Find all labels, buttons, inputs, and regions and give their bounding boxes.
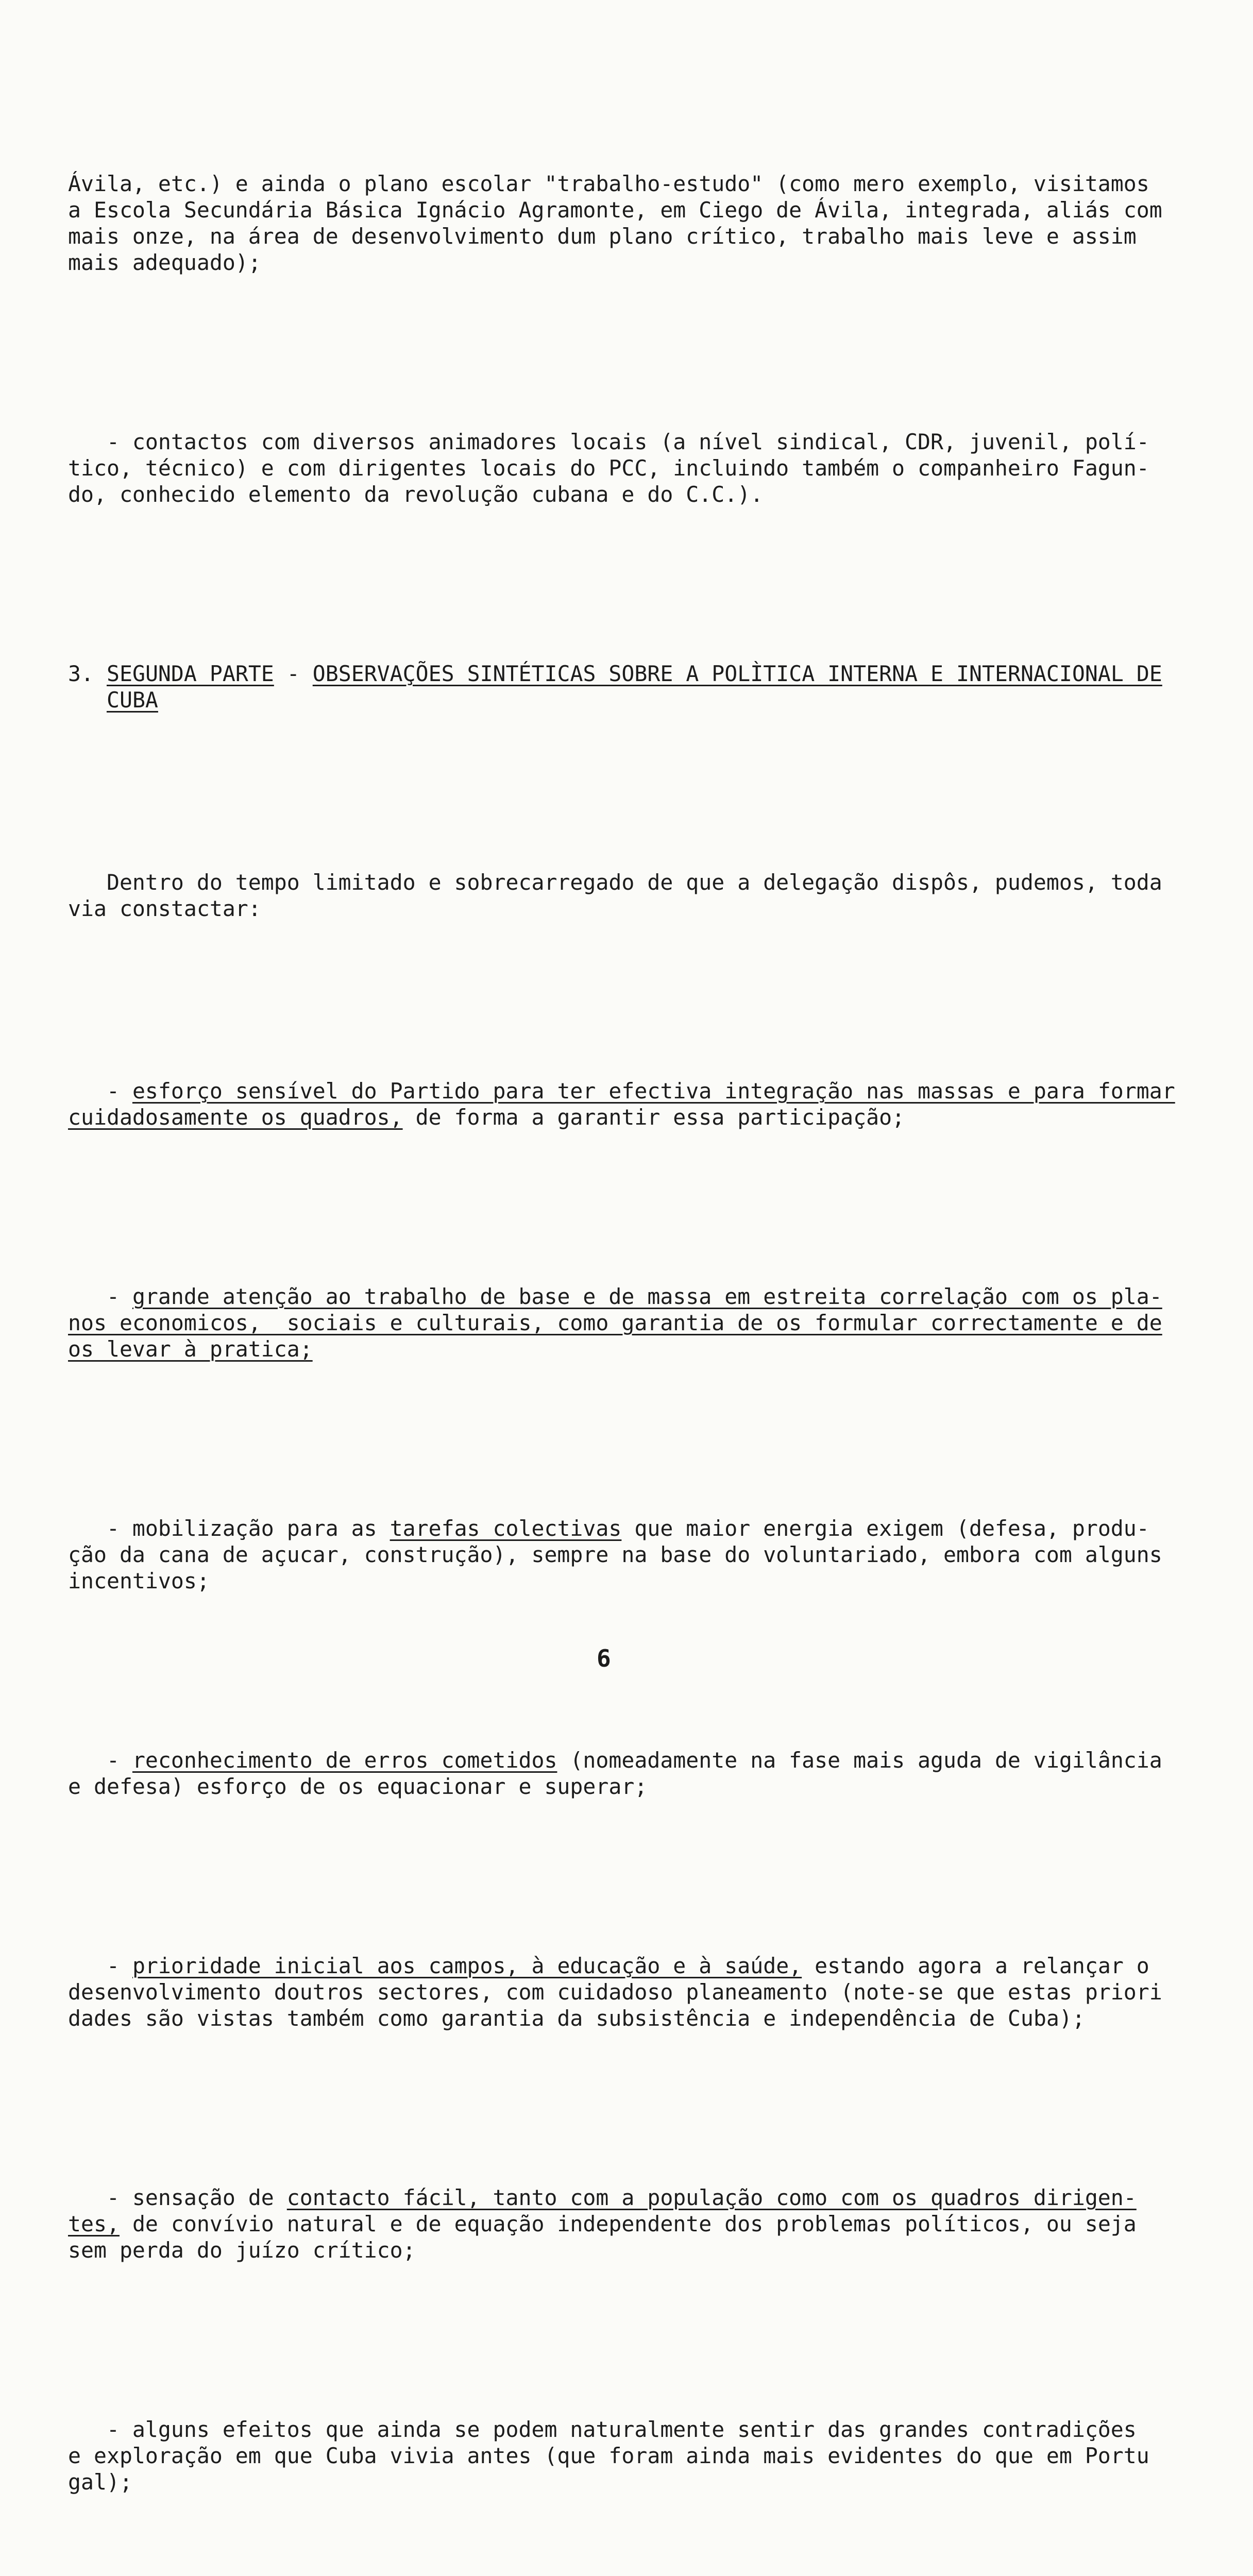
bullet-priorities: - prioridade inicial aos campos, à educação e à saúde, estando agora a relançar o desenvolvimento doutros sectores, com cuidadoso planeamento (note-se que estas priori dades são vistas também como garantia da subsistência e independência de Cuba); [68,1953,1162,2031]
text-line: Ávila, etc.) e ainda o plano escolar "trabalho-estudo" (como mero exemplo, visitamos [68,171,1149,196]
section-separator: - [274,661,313,686]
underlined-text: tarefas colectivas [390,1516,622,1541]
text-line: do, conhecido elemento da revolução cubana e do C.C.). [68,482,764,507]
text-line: tico, técnico) e com dirigentes locais do PCC, incluindo também o companheiro Fagun- [68,455,1149,481]
paragraph-continuation [68,171,1183,276]
paragraph-intro [68,869,1183,922]
underlined-text: cuidadosamente os quadros, [68,1105,403,1130]
body-text [68,92,1183,2576]
underlined-text: prioridade inicial aos campos, à educação e à saúde, [132,1953,802,1978]
section-label: SEGUNDA PARTE [106,661,274,686]
bullet-errors: - reconhecimento de erros cometidos (nomeadamente na fase mais aguda de vigilância e defesa) esforço de os equacionar e superar; [68,1748,1162,1799]
bullet-mobilization: - mobilização para as tarefas colectivas que maior energia exigem (defesa, produ- ção da cana de açucar, construção), sempre na base do voluntariado, embora com alguns incentivos; [68,1516,1162,1594]
underlined-text: contacto fácil, tanto com a população como com os quadros dirigen- [286,2185,1137,2210]
underlined-text: nos economicos, sociais e culturais, como garantia de os formular correctamente e de [68,1310,1162,1335]
paragraph-contacts [68,429,1183,507]
text-line: mais onze, na área de desenvolvimento dum plano crítico, trabalho mais leve e assim [68,224,1137,249]
text-line: - contactos com diversos animadores locais (a nível sindical, CDR, juvenil, polí- [68,429,1149,454]
bullet-base-work: - grande atenção ao trabalho de base e de massa em estreita correlação com os pla- nos economicos, sociais e culturais, como garantia de os formular correctamente e de os levar à pratica; [68,1284,1162,1362]
bullet-contradictions: - alguns efeitos que ainda se podem naturalmente sentir das grandes contradições e exploração em que Cuba vivia antes (que foram ainda mais evidentes do que em Portu gal); [68,2417,1149,2495]
underlined-text: reconhecimento de erros cometidos [132,1748,557,1773]
underlined-text: esforço sensível do Partido para ter efectiva integração nas massas e para formar [132,1078,1175,1104]
underlined-text: grande atenção ao trabalho de base e de massa em estreita correlação com os pla- [132,1284,1162,1309]
underlined-text: os levar à pratica; [68,1336,313,1362]
section-number: 3. [68,661,94,686]
bullet-party-effort: - esforço sensível do Partido para ter efectiva integração nas massas e para formar cuidadosamente os quadros, de forma a garantir essa participação; [68,1078,1175,1130]
text-line: mais adequado); [68,250,261,275]
text-line: a Escola Secundária Básica Ignácio Agramonte, em Ciego de Ávila, integrada, aliás com [68,197,1162,223]
underlined-text: tes, [68,2211,120,2236]
section-heading [68,660,1183,713]
section-title-continued: CUBA [106,687,158,713]
page-number: 6 [597,1645,611,1672]
text-line: via constactar: [68,896,261,921]
bullet-contact: - sensação de contacto fácil, tanto com a população como com os quadros dirigen- tes, de convívio natural e de equação independente dos problemas políticos, ou seja sem perda do juízo crítico; [68,2185,1137,2263]
section-title: OBSERVAÇÕES SINTÉTICAS SOBRE A POLÌTICA INTERNA E INTERNACIONAL DE [312,661,1162,686]
text-line: Dentro do tempo limitado e sobrecarregado de que a delegação dispôs, pudemos, toda [68,870,1162,895]
